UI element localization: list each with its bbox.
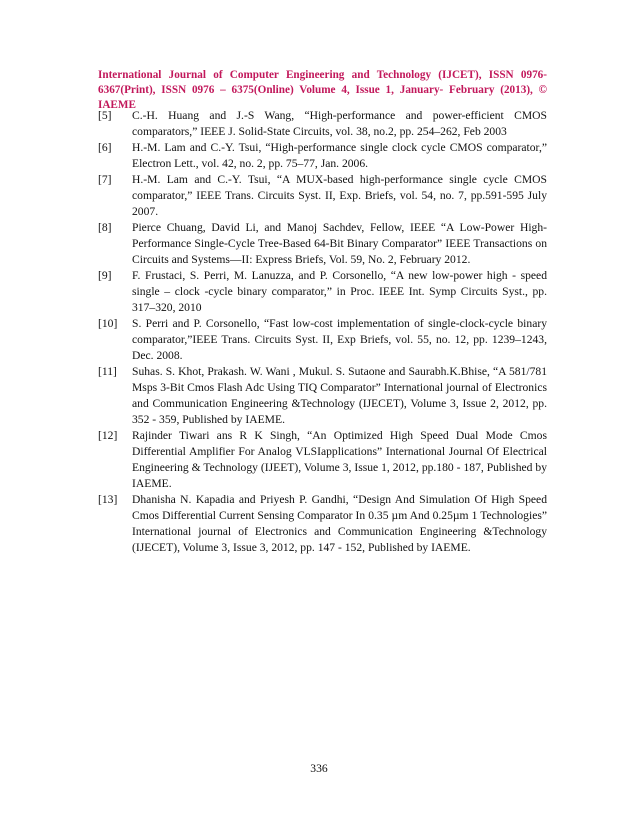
reference-list [98,108,547,556]
reference-text: Dhanisha N. Kapadia and Priyesh P. Gandhi, “Design And Simulation Of High Speed Cmos Differential Current Sensing Comparator In 0.35 µm And 0.25µm 1 Technologies” International journal of Electronics and Communication Engineering &Technology (IJECET), Volume 3, Issue 3, 2012, pp. 147 - 152, Published by IAEME. [132,493,547,554]
reference-number: [13] [98,493,118,506]
reference-text: F. Frustaci, S. Perri, M. Lanuzza, and P. Corsonello, “A new low-power high - speed single – clock -cycle binary comparator,” in Proc. IEEE Int. Symp Circuits Syst., pp. 317–320, 2010 [132,269,547,314]
page-number: 336 [310,762,328,775]
reference-number: [10] [98,317,118,330]
reference-item [98,172,547,220]
journal-header: International Journal of Computer Engineering and Technology (IJCET), ISSN 0976-6367(Print), ISSN 0976 – 6375(Online) Volume 4, Issue 1, January- February (2013), © IAEME [98,69,547,111]
reference-item [98,220,547,268]
reference-text: Rajinder Tiwari ans R K Singh, “An Optimized High Speed Dual Mode Cmos Differential Amplifier For Analog VLSIapplications” International Journal Of Electrical Engineering & Technology (IJEET), Volume 3, Issue 1, 2012, pp.180 - 187, Published by IAEME. [132,429,547,490]
reference-item [98,140,547,172]
reference-text: H.-M. Lam and C.-Y. Tsui, “A MUX-based high-performance single cycle CMOS comparator,” IEEE Trans. Circuits Syst. II, Exp. Briefs, vol. 54, no. 7, pp.591-595 July 2007. [132,173,547,218]
reference-number: [12] [98,429,118,442]
reference-item [98,316,547,364]
reference-text: Suhas. S. Khot, Prakash. W. Wani , Mukul. S. Sutaone and Saurabh.K.Bhise, “A 581/781 Msps 3-Bit Cmos Flash Adc Using TIQ Comparator” International journal of Electronics and Communication Engineering &Technology (IJECET), Volume 3, Issue 2, 2012, pp. 352 - 359, Published by IAEME. [132,365,547,426]
reference-item [98,364,547,428]
reference-number: [7] [98,173,112,186]
reference-number: [5] [98,109,112,122]
reference-text: S. Perri and P. Corsonello, “Fast low-cost implementation of single-clock-cycle binary comparator,”IEEE Trans. Circuits Syst. II, Exp Briefs, vol. 55, no. 12, pp. 1239–1243, Dec. 2008. [132,317,547,362]
reference-item [98,492,547,556]
reference-number: [9] [98,269,112,282]
reference-text: Pierce Chuang, David Li, and Manoj Sachdev, Fellow, IEEE “A Low-Power High-Performance Single-Cycle Tree-Based 64-Bit Binary Comparator” IEEE Transactions on Circuits and Systems—II: Express Briefs, Vol. 59, No. 2, February 2012. [132,221,547,266]
reference-item [98,428,547,492]
reference-text: H.-M. Lam and C.-Y. Tsui, “High-performance single clock cycle CMOS comparator,” Electron Lett., vol. 42, no. 2, pp. 75–77, Jan. 2006. [132,141,547,170]
reference-text: C.-H. Huang and J.-S Wang, “High-performance and power-efficient CMOS comparators,” IEEE J. Solid-State Circuits, vol. 38, no.2, pp. 254–262, Feb 2003 [132,109,547,138]
reference-number: [11] [98,365,117,378]
reference-item [98,268,547,316]
reference-item [98,108,547,140]
reference-number: [6] [98,141,112,154]
reference-number: [8] [98,221,112,234]
